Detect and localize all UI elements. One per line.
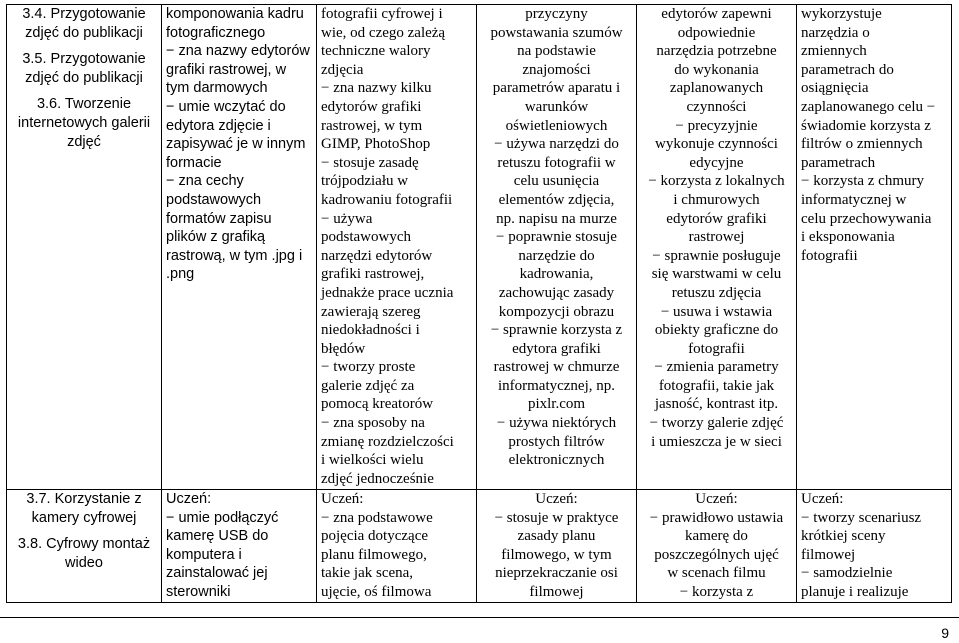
text-line: − tworzy proste <box>321 359 416 376</box>
text-line: edytorów grafiki <box>666 210 767 227</box>
text-line: formatów zapisu <box>166 210 272 227</box>
requirements-cell <box>797 5 952 490</box>
text-line: celu przechowywania <box>801 210 932 227</box>
requirements-cell <box>162 5 317 490</box>
text-line: zdjęć do publikacji <box>25 69 143 86</box>
text-line: pojęcia dotyczące <box>321 528 429 545</box>
text-line: odpowiednie <box>677 24 756 41</box>
text-line: 3.6. Tworzenie <box>36 96 132 113</box>
text-line: Uczeń: <box>695 491 738 507</box>
text-line: informatycznej w <box>801 191 907 208</box>
text-line: w scenach filmu <box>667 565 766 582</box>
text-line: podstawowych <box>321 229 411 246</box>
text-line: − precyzyjnie <box>675 117 758 134</box>
text-line: zaplanowanego celu − <box>801 98 936 115</box>
text-line <box>11 527 157 535</box>
text-line: formacie <box>166 154 222 171</box>
text-line: 3.8. Cyfrowy montaż <box>17 536 151 553</box>
text-line: rastrową, w tym .jpg i <box>166 247 303 264</box>
text-line: Uczeń: <box>321 491 364 507</box>
text-line: zainstalować jej <box>166 565 268 582</box>
text-line: − zna cechy <box>166 173 244 190</box>
requirements-cell <box>317 5 477 490</box>
section-titles-cell <box>7 5 162 490</box>
text-line: zapisywać je w innym <box>166 136 306 153</box>
text-line: − sprawnie korzysta z <box>490 322 623 339</box>
text-line: edytora zdjęcie i <box>166 117 271 134</box>
text-line: kadrowaniu fotografii <box>321 191 453 208</box>
text-line: fotograficznego <box>166 24 266 41</box>
text-line: 3.4. Przygotowanie <box>22 6 146 22</box>
text-line: − samodzielnie <box>801 565 893 582</box>
text-line: warunków <box>524 98 589 115</box>
text-line: poszczególnych ujęć <box>654 546 779 563</box>
text-line: ujęcie, oś filmowa <box>321 583 432 600</box>
text-line: edytorów zapewni <box>661 6 772 22</box>
text-line: − zna sposoby na <box>321 415 425 432</box>
text-line: trójpodziału w <box>321 173 409 190</box>
text-line: internetowych galerii <box>17 114 151 131</box>
text-line: do wykonania <box>674 61 759 78</box>
text-line: kamerę do <box>685 528 748 545</box>
text-line: kompozycji obrazu <box>498 303 615 320</box>
text-line: narzędzia potrzebne <box>656 43 777 60</box>
text-line: wideo <box>65 554 103 571</box>
text-line: fotografii cyfrowej i <box>321 6 443 22</box>
text-line: i umieszcza je w sieci <box>651 433 782 450</box>
text-line: zdjęcia <box>321 61 364 78</box>
text-line: − sprawnie posługuje <box>652 247 781 264</box>
text-line: np. napisu na murze <box>496 210 617 227</box>
text-line: podstawowych <box>166 191 262 208</box>
text-line: zdjęć jednocześnie <box>321 470 434 487</box>
text-line: zmianę rozdzielczości <box>321 433 454 450</box>
text-line: jednakże prace ucznia <box>321 284 454 301</box>
text-line: rastrowej <box>688 229 745 246</box>
text-line: zdjęć do publikacji <box>25 24 143 41</box>
text-line: pixlr.com <box>527 396 586 413</box>
requirements-cell <box>637 490 797 603</box>
text-line: prostych filtrów <box>508 433 605 450</box>
text-line: techniczne walory <box>321 43 431 60</box>
text-line: − zna nazwy kilku <box>321 80 432 97</box>
text-line: i eksponowania <box>801 229 895 246</box>
text-line: informatycznej, np. <box>497 377 616 394</box>
text-line: elektronicznych <box>508 452 605 469</box>
text-line: zaplanowanych <box>669 80 764 97</box>
text-line: jasność, kontrast itp. <box>654 396 779 413</box>
requirements-cell <box>477 5 637 490</box>
text-line: sterowniki <box>166 583 231 600</box>
curriculum-table <box>6 4 952 603</box>
text-line: retuszu fotografii w <box>497 154 616 171</box>
text-line: powstawania szumów <box>490 24 623 41</box>
text-line: − prawidłowo ustawia <box>649 509 784 526</box>
text-line: Uczeń: <box>801 491 844 507</box>
text-line: krótkiej sceny <box>801 528 886 545</box>
text-line <box>11 42 157 50</box>
requirements-cell <box>317 490 477 603</box>
text-line: świadomie korzysta z <box>801 117 931 134</box>
text-line: edytorów grafiki <box>321 98 422 115</box>
text-line: − umie wczytać do <box>166 98 286 115</box>
footer-rule <box>0 617 959 618</box>
text-line: obiekty graficzne do <box>654 322 779 339</box>
text-line: rastrowej w chmurze <box>493 359 620 376</box>
text-line: osiągnięcia <box>801 80 869 97</box>
text-line: pomocą kreatorów <box>321 396 434 413</box>
text-line: − stosuje zasadę <box>321 154 419 171</box>
text-line: − usuwa i wstawia <box>660 303 773 320</box>
requirements-cell <box>162 490 317 603</box>
text-line: kamerę USB do <box>166 528 269 545</box>
text-line: takie jak scena, <box>321 565 414 582</box>
text-line: narzędzie do <box>518 247 595 264</box>
text-line: − umie podłączyć <box>166 509 279 526</box>
text-line: narzędzia o <box>801 24 870 41</box>
text-line: − zmienia parametry <box>654 359 779 376</box>
text-line: na podstawie <box>517 43 596 60</box>
text-line: planuje i realizuje <box>801 583 909 600</box>
text-line: oświetleniowych <box>505 117 608 134</box>
text-line: filmowego, w tym <box>501 546 612 563</box>
text-line: filtrów o zmiennych <box>801 136 923 153</box>
text-line: wykonuje czynności <box>655 136 778 153</box>
table-row <box>7 5 952 490</box>
text-line: nieprzekraczanie osi <box>495 565 618 582</box>
text-line: tym darmowych <box>166 80 268 97</box>
text-line: Uczeń: <box>535 491 578 507</box>
text-line: kadrowania, <box>519 266 594 283</box>
text-line: grafiki rastrowej, w <box>166 61 287 78</box>
text-line: czynności <box>686 98 747 115</box>
text-line: 3.5. Przygotowanie <box>22 51 146 68</box>
text-line: parametrach do <box>801 61 894 78</box>
text-line: celu usunięcia <box>513 173 600 190</box>
text-line: narzędzi edytorów <box>321 247 433 264</box>
text-line: komponowania kadru <box>166 6 304 22</box>
text-line: zmiennych <box>801 43 867 60</box>
text-line: − zna podstawowe <box>321 509 433 526</box>
page-number: 9 <box>941 625 949 641</box>
text-line: się warstwami w celu <box>651 266 782 283</box>
text-line: elementów zdjęcia, <box>498 191 615 208</box>
table-row <box>7 490 952 603</box>
text-line: komputera i <box>166 546 242 563</box>
text-line: fotografii <box>801 247 858 264</box>
text-line <box>11 87 157 95</box>
text-line: parametrów aparatu i <box>492 80 621 97</box>
text-line: zdjęć <box>67 133 101 150</box>
text-line: planu filmowego, <box>321 546 427 563</box>
text-line: znajomości <box>522 61 591 78</box>
text-line: GIMP, PhotoShop <box>321 136 431 153</box>
text-line: grafiki rastrowej, <box>321 266 425 283</box>
section-titles-cell <box>7 490 162 603</box>
text-line: kamery cyfrowej <box>31 509 137 526</box>
text-line: − korzysta z <box>679 583 754 600</box>
text-line: zasady planu <box>517 528 596 545</box>
text-line: fotografii <box>688 340 745 357</box>
text-line: − używa niektórych <box>496 415 617 432</box>
text-line: − używa <box>321 210 373 227</box>
requirements-cell <box>477 490 637 603</box>
text-line: edytora grafiki <box>512 340 601 357</box>
text-line: przyczyny <box>525 6 588 22</box>
text-line: filmowej <box>529 583 584 600</box>
text-line: i wielkości wielu <box>321 452 424 469</box>
text-line: fotografii, takie jak <box>658 377 775 394</box>
text-line: niedokładności i <box>321 322 420 339</box>
text-line: wykorzystuje <box>801 6 882 22</box>
text-line: edycyjne <box>689 154 744 171</box>
text-line: − zna nazwy edytorów <box>166 43 310 60</box>
text-line: − tworzy scenariusz <box>801 509 922 526</box>
text-line: retuszu zdjęcia <box>671 284 762 301</box>
text-line: − poprawnie stosuje <box>496 229 617 246</box>
text-line: − korzysta z lokalnych <box>648 173 785 190</box>
text-line: galerie zdjęć za <box>321 377 415 394</box>
requirements-cell <box>637 5 797 490</box>
text-line: rastrowej, w tym <box>321 117 423 134</box>
text-line: plików z grafiką <box>166 229 266 246</box>
text-line: 3.7. Korzystanie z <box>26 491 142 507</box>
text-line: parametrach <box>801 154 876 171</box>
text-line: − stosuje w praktyce <box>494 509 619 526</box>
text-line: − tworzy galerie zdjęć <box>649 415 784 432</box>
text-line: zawierają szereg <box>321 303 421 320</box>
text-line: i chmurowych <box>673 191 760 208</box>
text-line: zachowując zasady <box>498 284 615 301</box>
text-line: Uczeń: <box>166 491 212 507</box>
requirements-cell <box>797 490 952 603</box>
text-line: .png <box>166 266 195 283</box>
text-line: − korzysta z chmury <box>801 173 925 190</box>
text-line: wie, od czego zależą <box>321 24 446 41</box>
text-line: − używa narzędzi do <box>494 136 619 153</box>
text-line: błędów <box>321 340 366 357</box>
text-line: filmowej <box>801 546 856 563</box>
